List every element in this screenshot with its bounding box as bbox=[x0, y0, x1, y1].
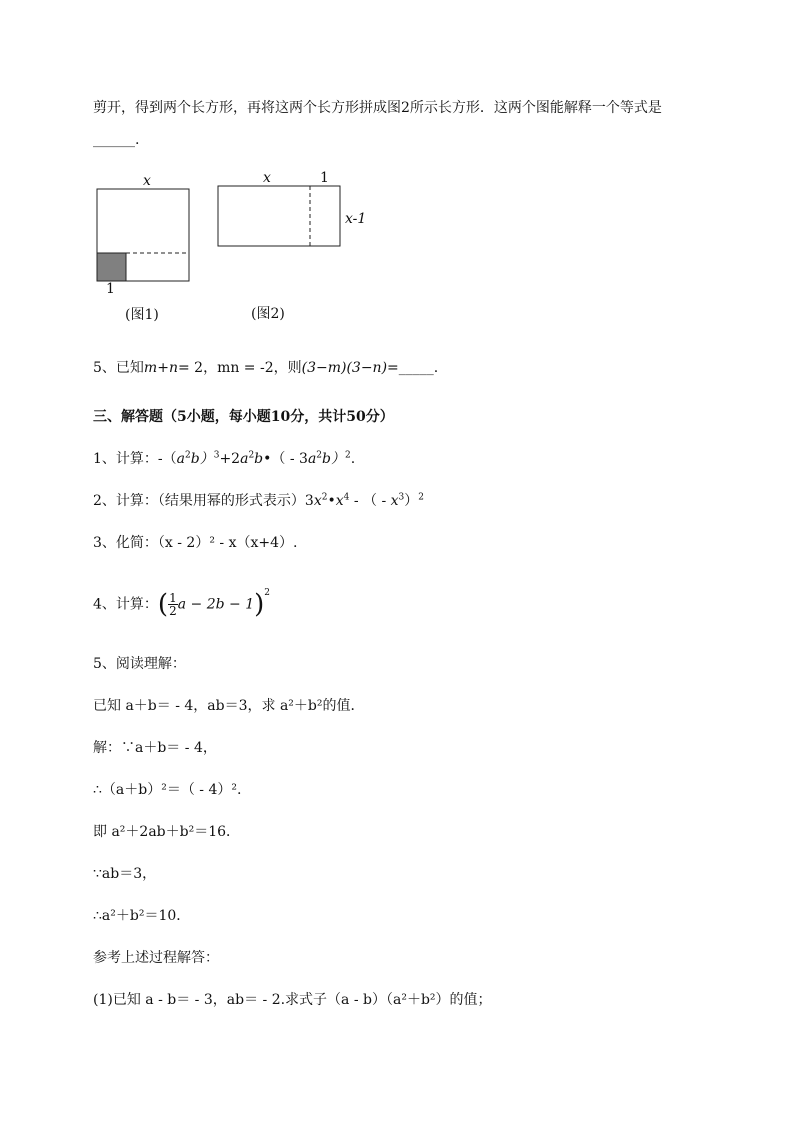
p2-dot: • bbox=[327, 493, 336, 509]
p1-b1: b） bbox=[190, 451, 214, 467]
p1-e2: 3 bbox=[213, 450, 220, 461]
reading-sol-1: 解：∵a＋b＝ - 4， bbox=[93, 740, 217, 756]
p2-mid: - （ - bbox=[349, 493, 391, 509]
figure-2-rectangle bbox=[218, 186, 340, 246]
p1-e3: 2 bbox=[248, 450, 255, 461]
p2-x2: x bbox=[335, 493, 344, 509]
reading-question-1: (1)已知 a - b＝ - 3，ab＝ - 2.求式子（a - b）（a²＋b²）的值； bbox=[93, 992, 492, 1008]
figure-1-label-x: x bbox=[143, 173, 151, 189]
problem-2 bbox=[93, 491, 424, 511]
p1-a3: a bbox=[307, 451, 317, 467]
p2-e1: 2 bbox=[321, 492, 328, 503]
intro-line-1: 剪开，得到两个长方形，再将这两个长方形拼成图2所示长方形．这两个图能解释一个等式是 bbox=[93, 100, 662, 116]
figure-1-shaded-square bbox=[97, 253, 126, 281]
q5-prefix: 5、已知 bbox=[93, 360, 144, 376]
p4-open-paren: ( bbox=[157, 589, 169, 620]
p1-end: . bbox=[350, 451, 356, 467]
p4-prefix: 4、计算： bbox=[93, 596, 158, 613]
p1-dot: •（ - 3 bbox=[263, 451, 308, 467]
p1-e5: 2 bbox=[345, 450, 351, 461]
p1-e1: 2 bbox=[185, 450, 191, 461]
reading-given: 已知 a＋b＝ - 4，ab＝3，求 a²＋b²的值． bbox=[93, 698, 365, 714]
reading-sol-5: ∴a²＋b²＝10． bbox=[93, 908, 191, 924]
q5-plus: + bbox=[157, 360, 169, 376]
figure-1-caption: (图1) bbox=[125, 307, 159, 323]
problem-5-title: 5、阅读理解： bbox=[93, 656, 186, 672]
p4-den: 2 bbox=[169, 604, 177, 618]
p2-x3: x bbox=[390, 493, 399, 509]
q5-fill-line bbox=[93, 358, 438, 378]
q5-blank: =_____. bbox=[387, 360, 439, 376]
p1-b3: b） bbox=[322, 451, 345, 467]
problem-1 bbox=[93, 449, 355, 469]
figure-2-label-1: 1 bbox=[320, 170, 329, 186]
reading-sol-3: 即 a²＋2ab＋b²＝16． bbox=[93, 824, 241, 840]
q5-mn: mn = -2 bbox=[217, 360, 274, 376]
reading-sol-4: ∵ab＝3， bbox=[93, 866, 157, 882]
p2-e4: 2 bbox=[418, 492, 425, 503]
problem-4 bbox=[93, 587, 270, 620]
q5-expr: (3−m)(3−n) bbox=[301, 360, 388, 376]
q5-eq2: = 2 bbox=[177, 360, 204, 376]
p1-a2: a bbox=[240, 451, 249, 467]
p1-mid: +2 bbox=[219, 451, 241, 467]
figure-2 bbox=[210, 170, 350, 260]
figure-2-caption: (图2) bbox=[251, 306, 285, 322]
p4-num: 1 bbox=[169, 591, 177, 605]
p2-prefix: 2、计算：（结果用幂的形式表示）3 bbox=[93, 493, 314, 509]
p2-e3: 3 bbox=[398, 492, 405, 503]
p2-e2: 4 bbox=[343, 492, 350, 503]
p1-a1: a bbox=[176, 451, 185, 467]
p4-exp: 2 bbox=[264, 587, 270, 598]
section-title: 三、解答题（5小题，每小题10分，共计50分） bbox=[93, 409, 394, 425]
figure-2-label-x: x bbox=[263, 170, 271, 186]
p4-close-paren: ) bbox=[254, 589, 265, 620]
problem-3: 3、化简：（x - 2）² - x（x+4）. bbox=[93, 535, 298, 551]
p1-b2: b bbox=[254, 451, 264, 467]
q5-n: n bbox=[168, 360, 178, 376]
q5-sep: ， bbox=[203, 360, 218, 376]
q5-m: m bbox=[143, 360, 158, 376]
reading-sol-2: ∴（a＋b）²＝（ - 4）². bbox=[93, 782, 242, 798]
reading-reference: 参考上述过程解答： bbox=[93, 950, 219, 966]
p1-e4: 2 bbox=[316, 450, 323, 461]
intro-blank-line: ______. bbox=[93, 132, 140, 148]
figure-2-label-side: x-1 bbox=[345, 211, 367, 227]
q5-then: ，则 bbox=[273, 360, 302, 376]
p2-x1: x bbox=[313, 493, 322, 509]
p4-fraction bbox=[168, 592, 178, 617]
p2-end: ） bbox=[404, 493, 419, 509]
figure-1-label-1: 1 bbox=[106, 281, 115, 297]
p4-rest: a − 2b − 1 bbox=[177, 596, 255, 613]
p1-prefix: 1、计算：-（ bbox=[93, 451, 177, 467]
